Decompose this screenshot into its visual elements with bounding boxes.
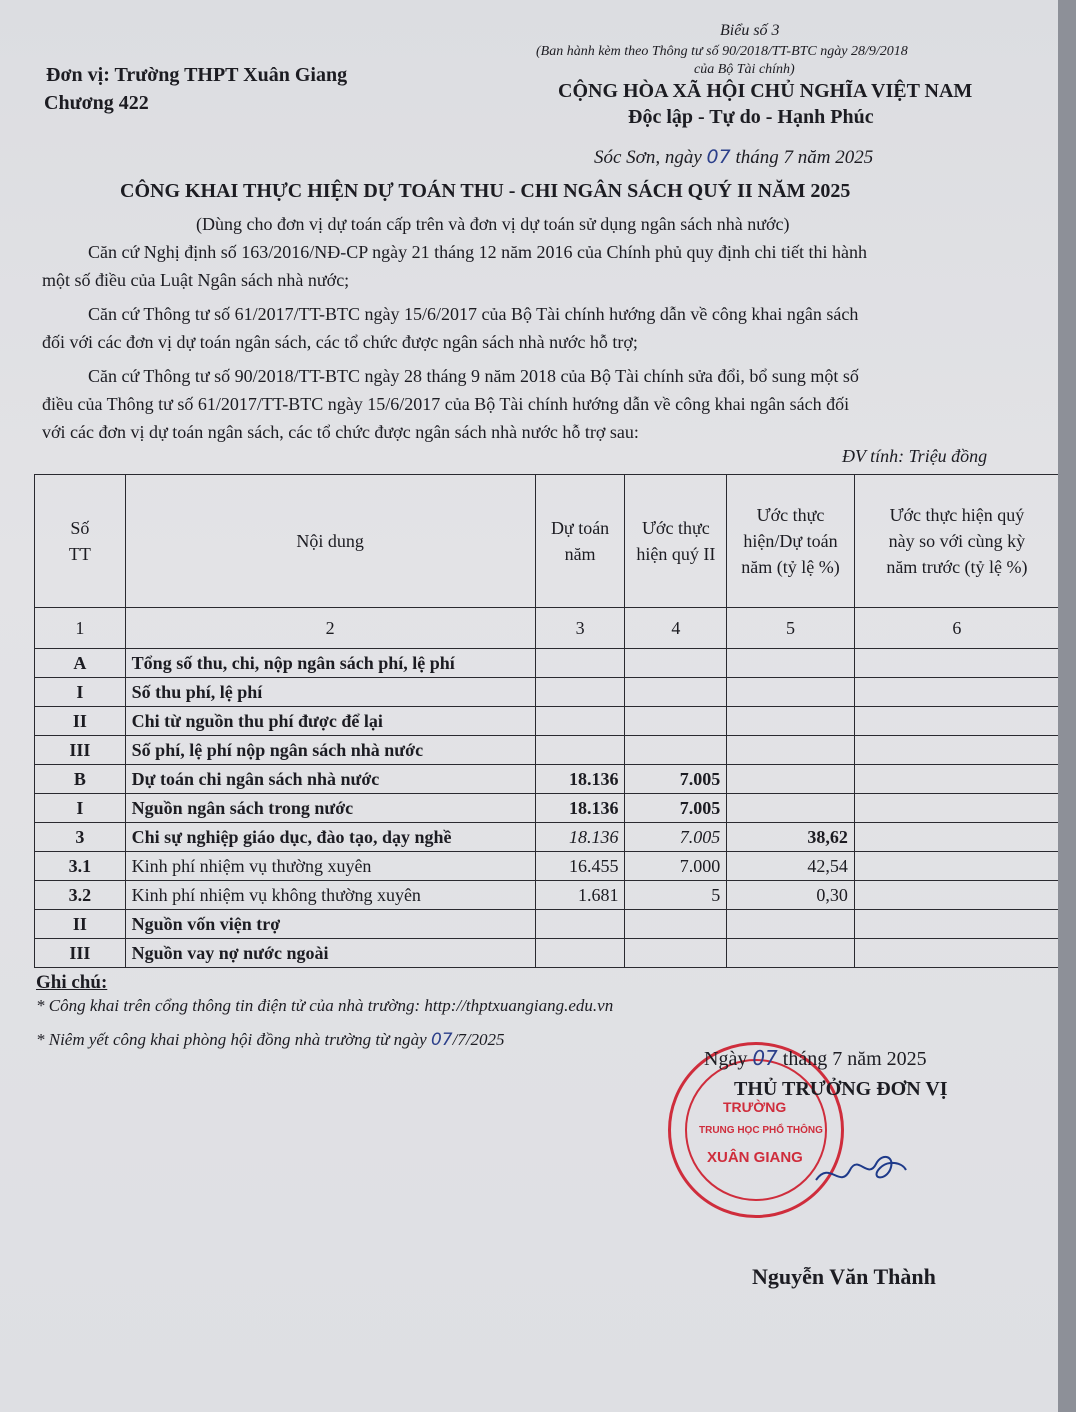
stamp-line-3: XUÂN GIANG xyxy=(707,1149,803,1166)
handwritten-day: 07 xyxy=(430,1030,453,1050)
notes-heading: Ghi chú: xyxy=(36,972,108,993)
form-number: Biểu số 3 xyxy=(720,22,780,39)
row-q2-actual xyxy=(625,736,727,765)
row-content: Chi sự nghiệp giáo dục, đào tạo, dạy nghề xyxy=(125,823,535,852)
row-ratio-prev-year xyxy=(854,939,1059,968)
row-content: Số phí, lệ phí nộp ngân sách nhà nước xyxy=(125,736,535,765)
row-stt: 3.2 xyxy=(35,881,126,910)
row-stt: II xyxy=(35,707,126,736)
row-q2-actual xyxy=(625,649,727,678)
row-ratio-prev-year xyxy=(854,823,1059,852)
table-row xyxy=(35,765,1060,794)
row-content: Kinh phí nhiệm vụ không thường xuyên xyxy=(125,881,535,910)
col-number: 4 xyxy=(625,608,727,649)
row-stt: 3.1 xyxy=(35,852,126,881)
row-content: Tổng số thu, chi, nộp ngân sách phí, lệ phí xyxy=(125,649,535,678)
table-row xyxy=(35,910,1060,939)
header-stt: Số TT xyxy=(35,475,126,608)
unit-of-measure: ĐV tính: Triệu đồng xyxy=(842,446,988,466)
row-stt: B xyxy=(35,765,126,794)
budget-table xyxy=(34,474,1060,968)
row-stt: III xyxy=(35,939,126,968)
row-ratio-prev-year xyxy=(854,707,1059,736)
header-content: Nội dung xyxy=(125,475,535,608)
row-stt: II xyxy=(35,910,126,939)
column-number-row xyxy=(35,608,1060,649)
table-row xyxy=(35,678,1060,707)
row-q2-actual xyxy=(625,678,727,707)
row-ratio-prev-year xyxy=(854,649,1059,678)
legal-basis-3-line-3: với các đơn vị dự toán ngân sách, các tổ chức được ngân sách nhà nước hỗ trợ sau: xyxy=(42,422,639,442)
row-ratio-prev-year xyxy=(854,765,1059,794)
row-stt: I xyxy=(35,678,126,707)
table-row xyxy=(35,939,1060,968)
legal-basis-2-line-2: đối với các đơn vị dự toán ngân sách, các tổ chức được ngân sách nhà nước hỗ trợ; xyxy=(42,332,638,352)
row-ratio-estimate xyxy=(727,765,855,794)
row-content: Kinh phí nhiệm vụ thường xuyên xyxy=(125,852,535,881)
row-ratio-estimate xyxy=(727,794,855,823)
stamp-line-1: TRƯỜNG xyxy=(723,1099,787,1115)
header-q2-actual: Ước thực hiện quý II xyxy=(625,475,727,608)
row-stt: 3 xyxy=(35,823,126,852)
col-number: 2 xyxy=(125,608,535,649)
note-1: * Công khai trên cổng thông tin điện tử của nhà trường: http://thptxuangiang.edu.vn xyxy=(36,996,614,1015)
handwritten-day: 07 xyxy=(752,1046,778,1070)
row-q2-actual xyxy=(625,939,727,968)
row-ratio-prev-year xyxy=(854,736,1059,765)
table-row xyxy=(35,707,1060,736)
header-annual-estimate: Dự toán năm xyxy=(535,475,625,608)
row-ratio-prev-year xyxy=(854,910,1059,939)
row-ratio-estimate: 0,30 xyxy=(727,881,855,910)
signer-name: Nguyễn Văn Thành xyxy=(752,1264,936,1289)
row-q2-actual xyxy=(625,707,727,736)
row-q2-actual: 7.005 xyxy=(625,823,727,852)
row-q2-actual: 7.005 xyxy=(625,765,727,794)
row-ratio-estimate xyxy=(727,736,855,765)
col-number: 5 xyxy=(727,608,855,649)
table-row xyxy=(35,823,1060,852)
unit-name: Đơn vị: Trường THPT Xuân Giang xyxy=(46,64,348,86)
table-header-row xyxy=(35,475,1060,608)
row-annual-estimate: 1.681 xyxy=(535,881,625,910)
document-title: CÔNG KHAI THỰC HIỆN DỰ TOÁN THU - CHI NGÂN SÁCH QUÝ II NĂM 2025 xyxy=(120,180,851,202)
row-ratio-prev-year xyxy=(854,881,1059,910)
row-content: Nguồn vay nợ nước ngoài xyxy=(125,939,535,968)
signature-date: Ngày 07 tháng 7 năm 2025 xyxy=(704,1046,927,1070)
legal-basis-3-line-1: Căn cứ Thông tư số 90/2018/TT-BTC ngày 28 tháng 9 năm 2018 của Bộ Tài chính sửa đổi, bổ sung một số xyxy=(88,366,859,386)
col-number: 1 xyxy=(35,608,126,649)
row-content: Chi từ nguồn thu phí được để lại xyxy=(125,707,535,736)
row-content: Nguồn vốn viện trợ xyxy=(125,910,535,939)
handwritten-signature xyxy=(810,1140,910,1200)
row-annual-estimate xyxy=(535,678,625,707)
row-ratio-estimate: 38,62 xyxy=(727,823,855,852)
row-annual-estimate xyxy=(535,707,625,736)
row-annual-estimate: 18.136 xyxy=(535,823,625,852)
header-ratio-estimate: Ước thực hiện/Dự toán năm (tỷ lệ %) xyxy=(727,475,855,608)
legal-basis-2-line-1: Căn cứ Thông tư số 61/2017/TT-BTC ngày 15/6/2017 của Bộ Tài chính hướng dẫn về công khai ngân sách xyxy=(88,304,859,324)
form-note: (Ban hành kèm theo Thông tư số 90/2018/TT-BTC ngày 28/9/2018 xyxy=(536,44,908,59)
row-ratio-estimate xyxy=(727,707,855,736)
table-row xyxy=(35,736,1060,765)
row-annual-estimate: 18.136 xyxy=(535,765,625,794)
col-number: 3 xyxy=(535,608,625,649)
note-2: * Niêm yết công khai phòng hội đồng nhà trường từ ngày 07/7/2025 xyxy=(36,1030,505,1050)
row-annual-estimate xyxy=(535,939,625,968)
motto: Độc lập - Tự do - Hạnh Phúc xyxy=(628,106,874,128)
row-ratio-prev-year xyxy=(854,678,1059,707)
row-ratio-estimate: 42,54 xyxy=(727,852,855,881)
legal-basis-1-line-2: một số điều của Luật Ngân sách nhà nước; xyxy=(42,270,350,290)
row-stt: I xyxy=(35,794,126,823)
row-content: Dự toán chi ngân sách nhà nước xyxy=(125,765,535,794)
nation-title: CỘNG HÒA XÃ HỘI CHỦ NGHĨA VIỆT NAM xyxy=(558,80,973,102)
row-annual-estimate xyxy=(535,910,625,939)
col-number: 6 xyxy=(854,608,1059,649)
row-stt: III xyxy=(35,736,126,765)
form-note-2: của Bộ Tài chính) xyxy=(694,62,795,77)
background-edge xyxy=(1058,0,1076,1412)
row-ratio-prev-year xyxy=(854,852,1059,881)
row-ratio-estimate xyxy=(727,678,855,707)
row-annual-estimate: 16.455 xyxy=(535,852,625,881)
handwritten-day: 07 xyxy=(706,146,731,168)
row-content: Số thu phí, lệ phí xyxy=(125,678,535,707)
row-annual-estimate xyxy=(535,736,625,765)
row-q2-actual: 7.000 xyxy=(625,852,727,881)
table-row xyxy=(35,852,1060,881)
legal-basis-1-line-1: Căn cứ Nghị định số 163/2016/NĐ-CP ngày 21 tháng 12 năm 2016 của Chính phủ quy định chi tiết thi hành xyxy=(88,242,868,262)
row-content: Nguồn ngân sách trong nước xyxy=(125,794,535,823)
chapter: Chương 422 xyxy=(44,92,149,114)
row-annual-estimate: 18.136 xyxy=(535,794,625,823)
legal-basis-3-line-2: điều của Thông tư số 61/2017/TT-BTC ngày 15/6/2017 của Bộ Tài chính hướng dẫn về công khai ngân sách đối xyxy=(42,394,850,414)
row-q2-actual: 7.005 xyxy=(625,794,727,823)
signer-role: THỦ TRƯỞNG ĐƠN VỊ xyxy=(734,1078,948,1100)
row-ratio-estimate xyxy=(727,939,855,968)
row-annual-estimate xyxy=(535,649,625,678)
document-subtitle: (Dùng cho đơn vị dự toán cấp trên và đơn vị dự toán sử dụng ngân sách nhà nước) xyxy=(196,214,790,234)
row-stt: A xyxy=(35,649,126,678)
place-date: Sóc Sơn, ngày 07 tháng 7 năm 2025 xyxy=(594,146,874,168)
table-row xyxy=(35,794,1060,823)
row-q2-actual: 5 xyxy=(625,881,727,910)
row-ratio-estimate xyxy=(727,910,855,939)
row-ratio-estimate xyxy=(727,649,855,678)
row-q2-actual xyxy=(625,910,727,939)
stamp-line-2: TRUNG HỌC PHỔ THÔNG xyxy=(699,1125,823,1136)
row-ratio-prev-year xyxy=(854,794,1059,823)
header-ratio-prev-year: Ước thực hiện quý này so với cùng kỳ năm trước (tỷ lệ %) xyxy=(854,475,1059,608)
table-row xyxy=(35,649,1060,678)
table-row xyxy=(35,881,1060,910)
